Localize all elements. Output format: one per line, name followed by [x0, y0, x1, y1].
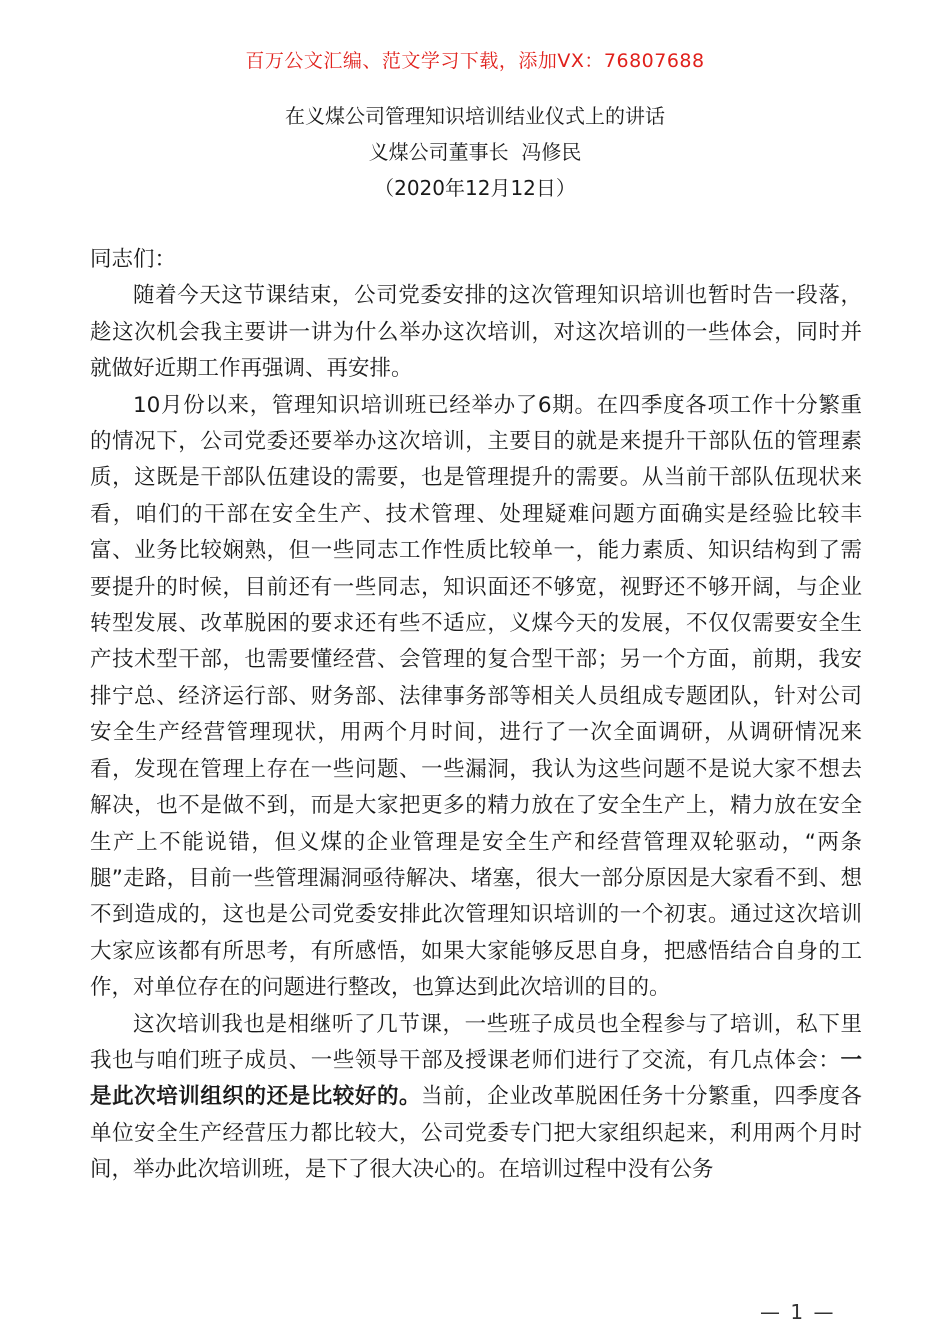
paragraph-3: [90, 1007, 862, 1189]
paragraph-3-bold: 一是此次培训组织的还是比较好的。: [90, 1047, 862, 1110]
date-line: （2020年12月12日）: [374, 176, 576, 200]
paragraph-2: 10月份以来，管理知识培训班已经举办了6期。在四季度各项工作十分繁重的情况下，公司党委还要举办这次培训，主要目的就是来提升干部队伍的管理素质，这既是干部队伍建设的需要，也是管理提升的需要。从当前干部队伍现状来看，咱们的干部在安全生产、技术管理、处理疑难问题方面确实是经验比较丰富、业务比较娴熟，但一些同志工作性质比较单一，能力素质、知识结构到了需要提升的时候，目前还有一些同志，知识面还不够宽，视野还不够开阔，与企业转型发展、改革脱困的要求还有些不适应，义煤今天的发展，不仅仅需要安全生产技术型干部，也需要懂经营、会管理的复合型干部；另一个方面，前期，我安排宁总、经济运行部、财务部、法律事务部等相关人员组成专题团队，针对公司安全生产经营管理现状，用两个月时间，进行了一次全面调研，从调研情况来看，发现在管理上存在一些问题、一些漏洞，我认为这些问题不是说大家不想去解决，也不是做不到，而是大家把更多的精力放在了安全生产上，精力放在安全生产上不能说错，但义煤的企业管理是安全生产和经营管理双轮驱动，“两条腿”走路，目前一些管理漏洞亟待解决、堵塞，很大一部分原因是大家看不到、想不到造成的，这也是公司党委安排此次管理知识培训的一个初衷。通过这次培训大家应该都有所思考，有所感悟，如果大家能够反思自身，把感悟结合自身的工作，对单位存在的问题进行整改，也算达到此次培训的目的。: [90, 392, 862, 1001]
salutation: 同志们：: [90, 247, 177, 272]
paragraph-3-start: 这次培训我也是相继听了几节课，一些班子成员也全程参与了培训，私下里我也与咱们班子成员、一些领导干部及授课老师们进行了交流，有几点体会：: [90, 1011, 862, 1073]
document-body: [90, 242, 862, 1189]
document-title: 在义煤公司管理知识培训结业仪式上的讲话: [285, 104, 665, 128]
paragraph-1: 随着今天这节课结束，公司党委安排的这次管理知识培训也暂时告一段落，趁这次机会我主要讲一讲为什么举办这次培训，对这次培训的一些体会，同时并就做好近期工作再强调、再安排。: [90, 283, 862, 382]
title-block: [0, 98, 950, 206]
promo-banner: 百万公文汇编、范文学习下载，添加VX：76807688: [245, 50, 705, 72]
page-number: — 1 —: [760, 1300, 836, 1324]
paragraph-3-end: 当前，企业改革脱困任务十分繁重，四季度各单位安全生产经营压力都比较大，公司党委专门把大家组织起来，利用两个月时间，举办此次培训班，是下了很大决心的。在培训过程中没有公务: [90, 1084, 862, 1183]
speaker-line: 义煤公司董事长 冯修民: [368, 140, 582, 164]
